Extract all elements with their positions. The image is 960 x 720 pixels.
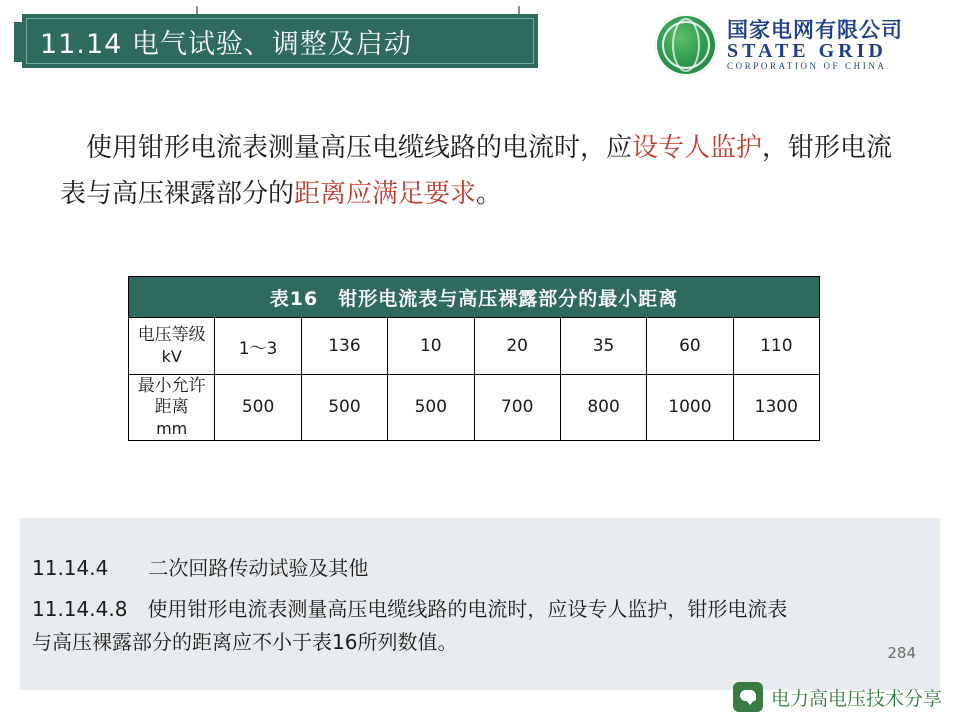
logo-company-subtitle-en: CORPORATION OF CHINA xyxy=(727,60,887,71)
cell-distance-4: 800 xyxy=(560,375,646,441)
cell-voltage-2: 10 xyxy=(388,318,474,375)
lead-text-part2: ，钳形电流表与高压裸露部分的 xyxy=(60,133,893,210)
state-grid-globe-logo-icon xyxy=(655,14,717,76)
row-header-voltage-level-unit: kV xyxy=(161,346,182,366)
lead-highlight-1: 设专人监护 xyxy=(632,133,763,163)
row-header-min-distance xyxy=(129,375,215,441)
cell-voltage-3: 20 xyxy=(474,318,560,375)
min-distance-table-wrapper xyxy=(128,276,820,441)
row-header-voltage-level-line1: 电压等级 xyxy=(137,325,206,346)
logo-text-block xyxy=(727,19,903,71)
page-title-bar xyxy=(22,14,538,68)
cell-voltage-5: 60 xyxy=(647,318,733,375)
cell-distance-6: 1300 xyxy=(733,375,819,441)
lead-highlight-2: 距离应满足要求 xyxy=(294,179,477,210)
reference-note-block xyxy=(20,518,940,690)
lead-text-part1: 使用钳形电流表测量高压电缆线路的电流时，应 xyxy=(86,133,633,163)
row-header-min-distance-unit: mm xyxy=(156,418,188,438)
reference-note-inner xyxy=(20,518,940,659)
cell-distance-1: 500 xyxy=(301,375,387,441)
cell-distance-0: 500 xyxy=(215,375,301,441)
note-line-3: 与高压裸露部分的距离应不小于表16所列数值。 xyxy=(32,630,458,654)
note-line-2: 11.14.4.8 使用钳形电流表测量高压电缆线路的电流时，应设专人监护，钳形电流表 xyxy=(32,597,788,621)
cell-distance-3: 700 xyxy=(474,375,560,441)
logo-company-name-en: STATE GRID xyxy=(727,39,887,62)
lead-text-part3: 。 xyxy=(476,179,503,210)
watermark-text: 电力高电压技术分享 xyxy=(770,687,942,710)
slide-header xyxy=(0,0,960,88)
row-header-min-distance-line1: 最小允许距离 xyxy=(137,376,206,418)
min-distance-table xyxy=(128,276,820,441)
cell-voltage-1: 136 xyxy=(301,318,387,375)
cell-distance-2: 500 xyxy=(388,375,474,441)
cell-voltage-4: 35 xyxy=(560,318,646,375)
note-line-1: 11.14.4 二次回路传动试验及其他 xyxy=(32,556,369,580)
cell-voltage-6: 110 xyxy=(733,318,819,375)
lead-paragraph xyxy=(60,125,910,218)
logo-company-name-cn: 国家电网有限公司 xyxy=(727,17,903,42)
wechat-official-account-icon xyxy=(733,682,763,712)
page-number: 284 xyxy=(887,644,916,662)
table-row xyxy=(129,318,820,375)
state-grid-logo xyxy=(655,12,945,78)
row-header-voltage-level xyxy=(129,318,215,375)
cell-voltage-0: 1～3 xyxy=(215,318,301,375)
table-caption: 表16 钳形电流表与高压裸露部分的最小距离 xyxy=(129,277,820,318)
table-row xyxy=(129,375,820,441)
cell-distance-5: 1000 xyxy=(647,375,733,441)
table-caption-row xyxy=(129,277,820,318)
page-title: 11.14 电气试验、调整及启动 xyxy=(40,28,412,60)
watermark xyxy=(733,682,942,712)
